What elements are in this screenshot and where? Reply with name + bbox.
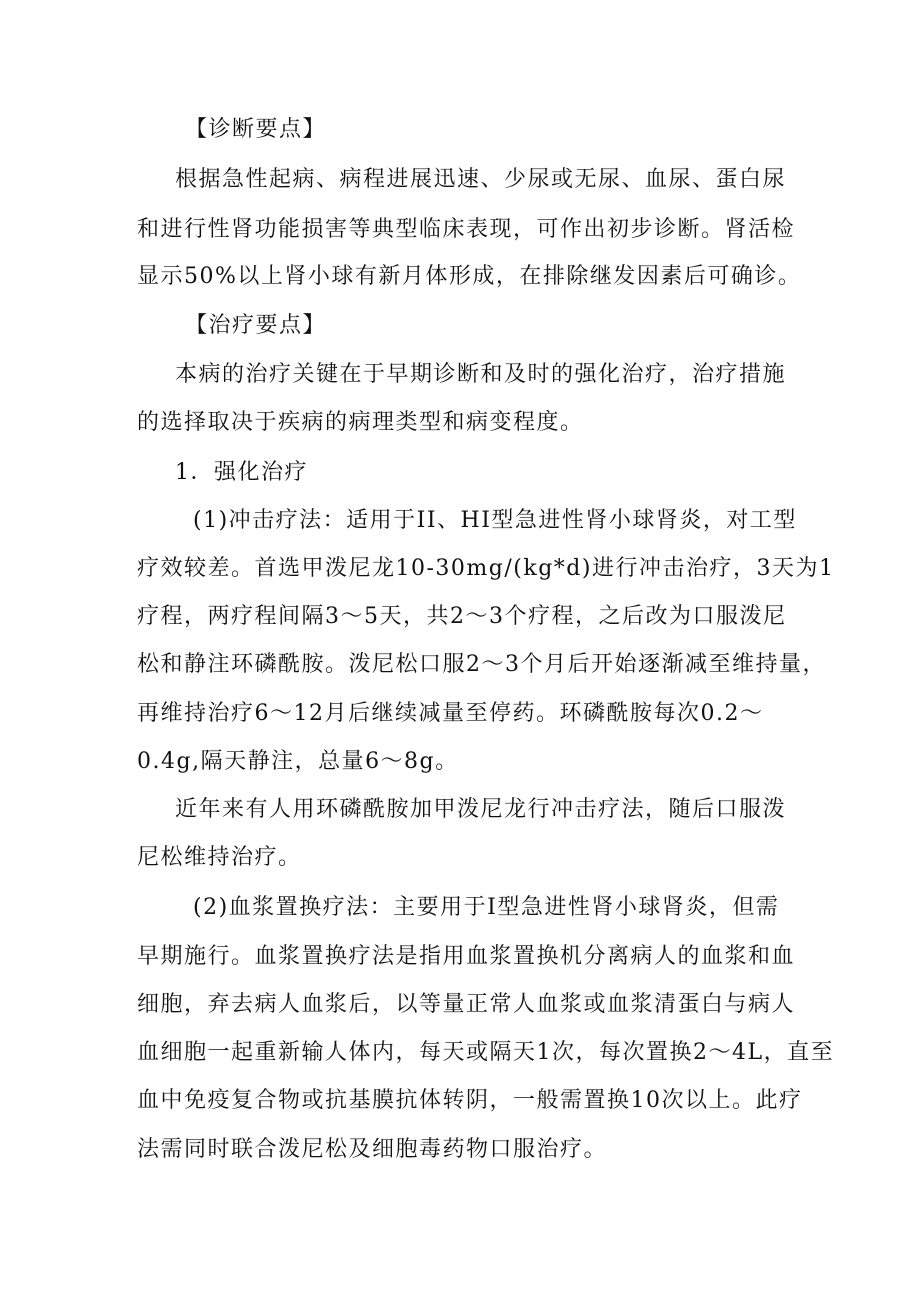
diagnosis-line: 和进行性肾功能损害等典型临床表现，可作出初步诊断。肾活检 (137, 217, 796, 242)
diagnosis-line: 显示50%以上肾小球有新月体形成，在排除继发因素后可确诊。 (137, 264, 802, 289)
plasma-exchange-line: 血中免疫复合物或抗基膜抗体转阴，一般需置换10次以上。此疗 (137, 1088, 803, 1113)
pulse-therapy-line: 疗效较差。首选甲泼尼龙10-30mg/(kg*d)进行冲击治疗，3天为1 (137, 556, 835, 581)
plasma-exchange-line: 法需同时联合泼尼松及细胞毒药物口服治疗。 (137, 1137, 608, 1162)
recent-practice-line: 近年来有人用环磷酰胺加甲泼尼龙行冲击疗法，随后口服泼 (175, 797, 787, 822)
treatment-heading: 【治疗要点】 (185, 313, 327, 338)
plasma-exchange-line: 血细胞一起重新输人体内，每天或隔天1次，每次置换2～4L，直至 (137, 1040, 835, 1065)
diagnosis-line: 根据急性起病、病程进展迅速、少尿或无尿、血尿、蛋白尿 (175, 167, 787, 192)
pulse-therapy-line: 松和静注环磷酰胺。泼尼松口服2～3个月后开始逐渐减至维持量， (137, 652, 826, 677)
pulse-therapy-line: 疗程，两疗程间隔3～5天，共2～3个疗程，之后改为口服泼尼 (137, 604, 787, 629)
recent-practice-line: 尼松维持治疗。 (137, 845, 302, 870)
plasma-exchange-line: (2)血浆置换疗法：主要用于I型急进性肾小球肾炎，但需 (193, 895, 780, 920)
treatment-intro-line: 的选择取决于疾病的病理类型和病变程度。 (137, 410, 584, 435)
pulse-therapy-line: (1)冲击疗法：适用于II、HI型急进性肾小球肾炎，对工型 (193, 508, 797, 533)
plasma-exchange-line: 早期施行。血浆置换疗法是指用血浆置换机分离病人的血浆和血 (137, 944, 796, 969)
diagnosis-heading: 【诊断要点】 (185, 117, 327, 142)
pulse-therapy-line: 再维持治疗6～12月后继续减量至停药。环磷酰胺每次0.2～ (137, 701, 764, 726)
pulse-therapy-line: 0.4g,隔天静注，总量6～8g。 (137, 749, 459, 774)
section-title: 1．强化治疗 (175, 460, 308, 485)
treatment-intro-line: 本病的治疗关键在于早期诊断和及时的强化治疗，治疗措施 (175, 362, 787, 387)
plasma-exchange-line: 细胞，弃去病人血浆后，以等量正常人血浆或血浆清蛋白与病人 (137, 992, 796, 1017)
